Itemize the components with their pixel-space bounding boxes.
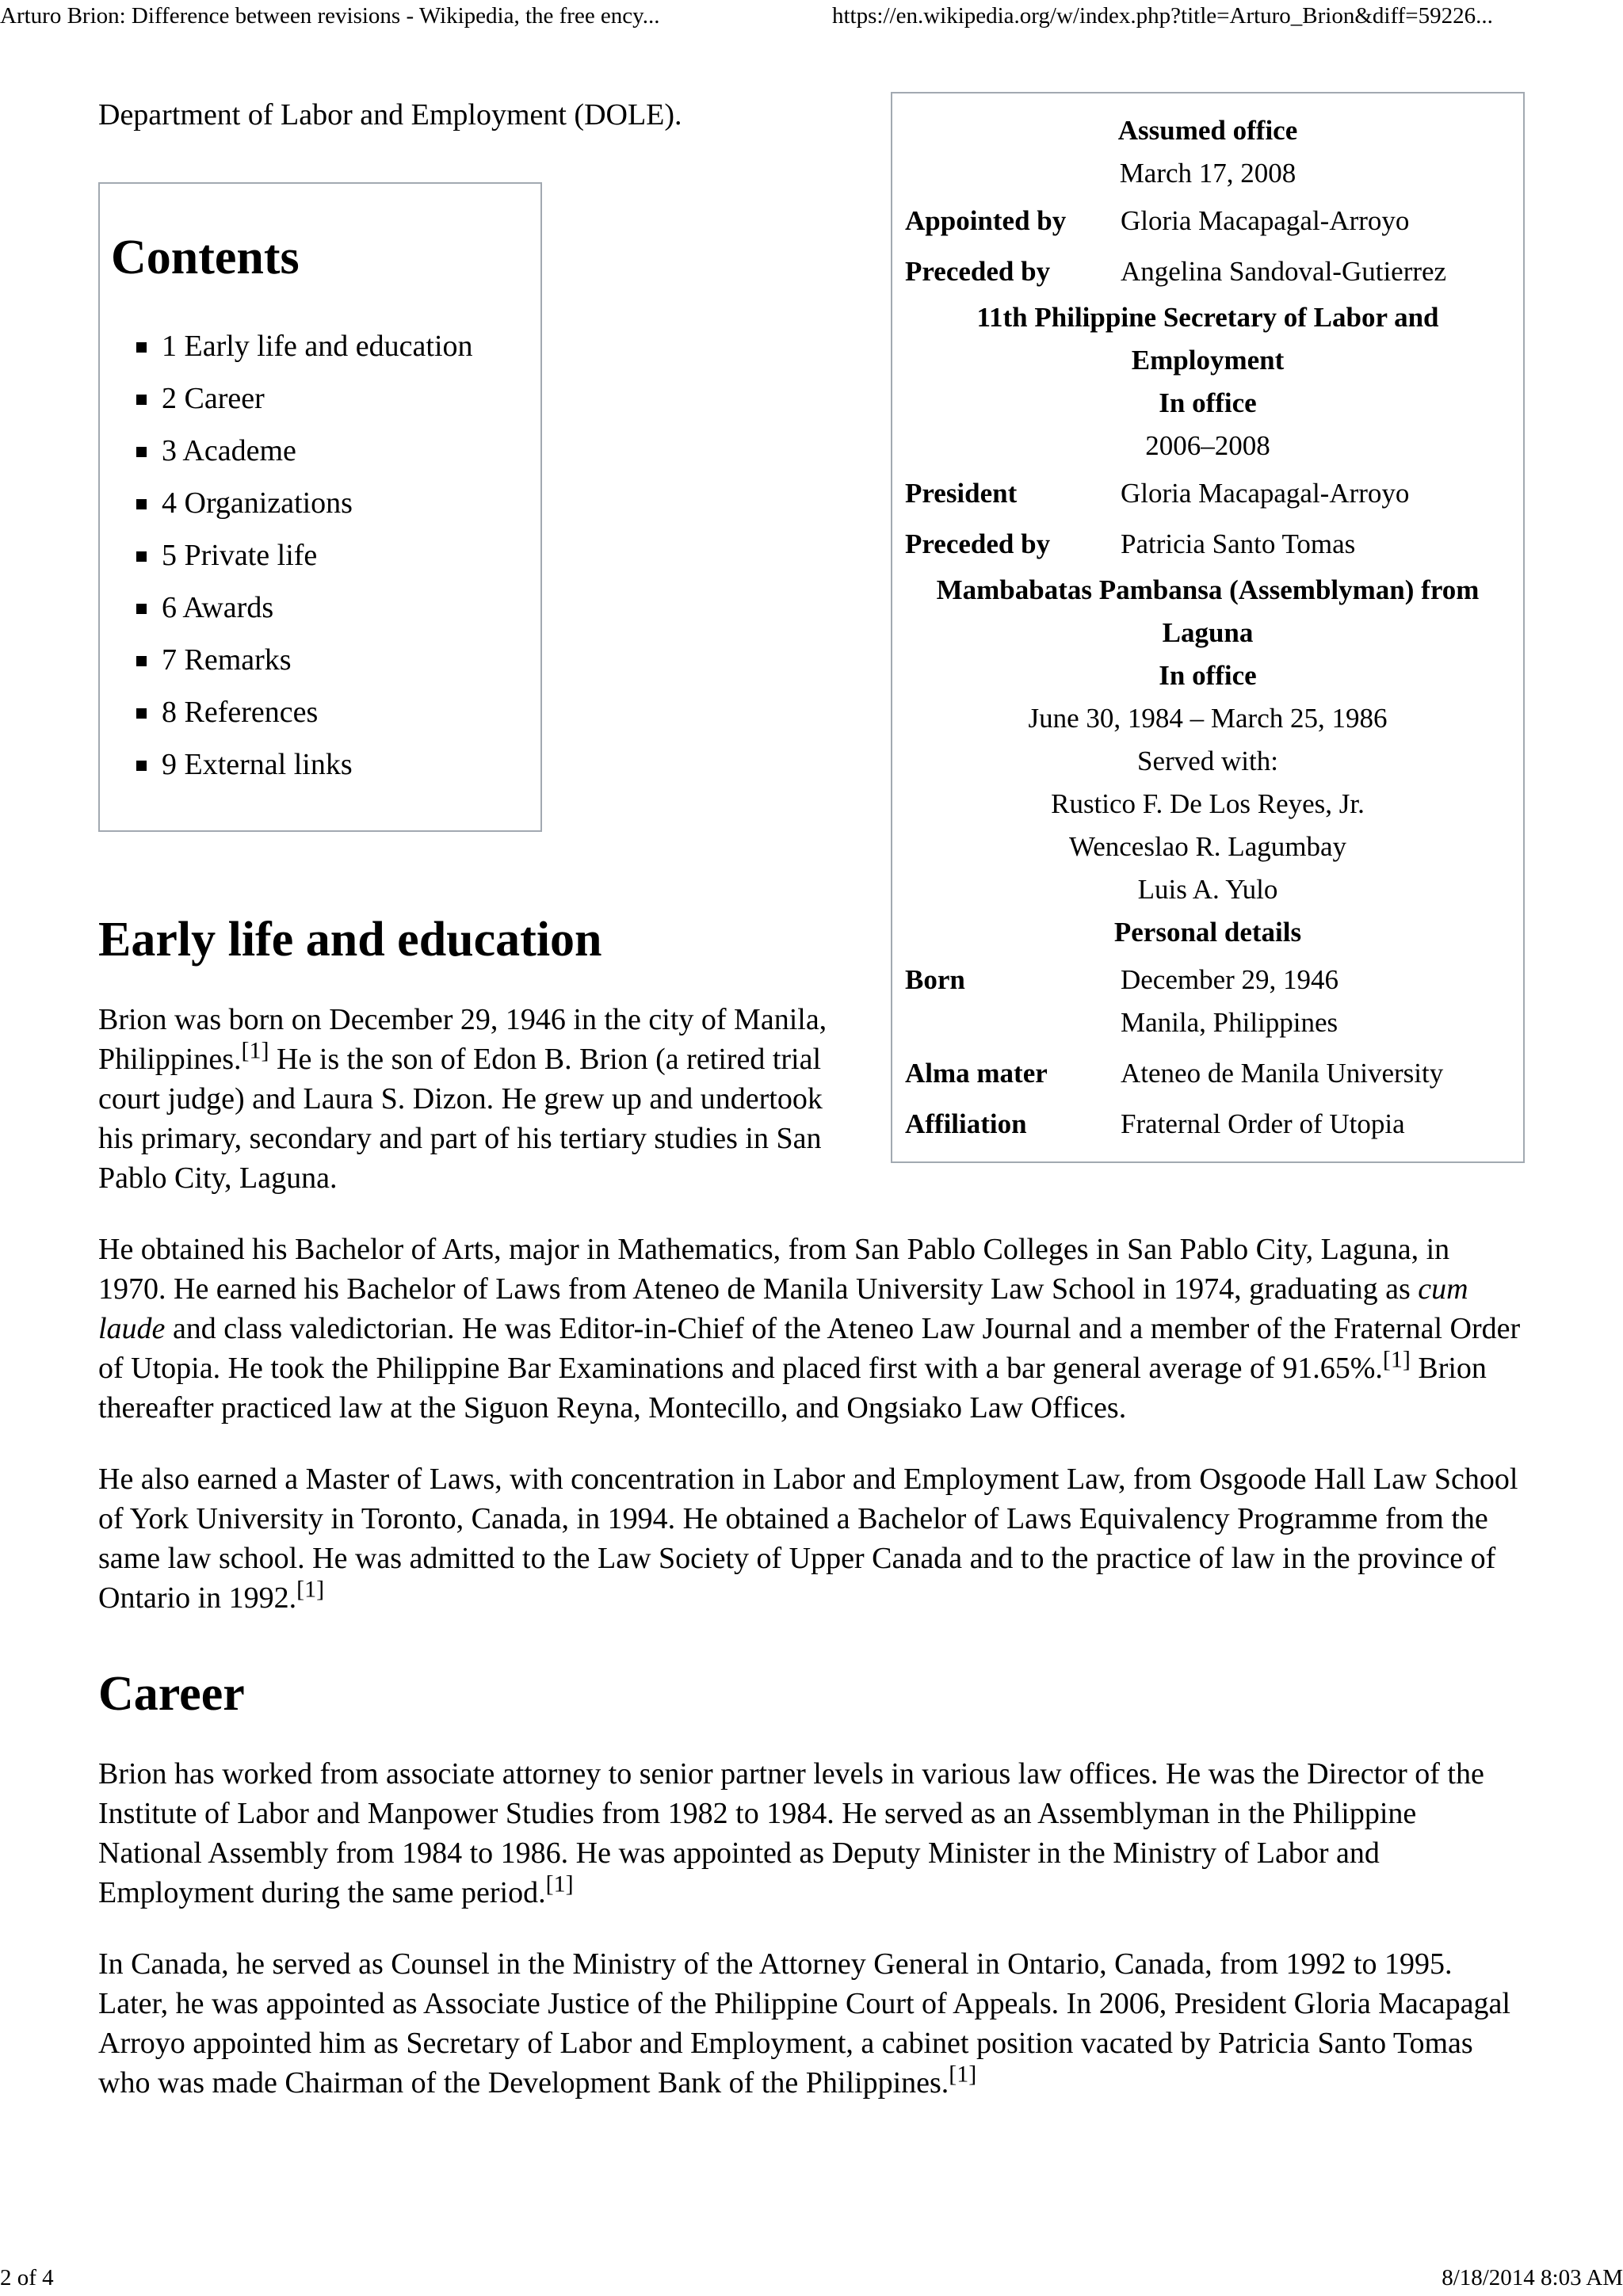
toc-list	[111, 320, 529, 791]
infobox	[891, 92, 1525, 1163]
infobox-preceded-by-label: Preceded by	[905, 528, 1051, 559]
early-life-paragraph-2	[98, 1230, 1525, 1428]
infobox-in-office-dates: 2006–2008	[1145, 430, 1270, 461]
infobox-assumed-office-date: March 17, 2008	[1119, 158, 1296, 189]
print-page-number: 2 of 4	[0, 2265, 54, 2290]
print-header	[0, 0, 1623, 32]
text-run: He is the son of Edon B. Brion (a retired trial court judge) and Laura S. Dizon. He grew up and undertook his primary, secondary and part of his tertiary studies in San Pablo City, Laguna.	[98, 1043, 823, 1195]
infobox-born-label: Born	[905, 964, 965, 995]
section-heading-career: Career	[98, 1667, 245, 1721]
infobox-personal-heading: Personal details	[1113, 917, 1302, 948]
infobox-preceded-by-link[interactable]: Angelina Sandoval-Gutierrez	[1121, 256, 1447, 287]
toc-item[interactable]: 6 Awards	[162, 582, 529, 634]
reference-link[interactable]: [1]	[545, 1871, 574, 1897]
reference-link[interactable]: [1]	[241, 1037, 269, 1064]
infobox-alma-mater-label: Alma mater	[905, 1058, 1048, 1089]
career-paragraph-2	[98, 1944, 1525, 2103]
reference-link[interactable]: [1]	[1382, 1346, 1411, 1373]
text-run: and class valedictorian. He was Editor-in-Chief of the Ateneo Law Journal and a member of the Fraternal Order of Utopia. He took the Philippine Bar Examinations and placed first with a bar general average of 91.65%.	[98, 1312, 1521, 1385]
text-run: He obtained his Bachelor of Arts, major in Mathematics, from San Pablo Colleges in San Pablo City, Laguna, in 1970. He earned his Bachelor of Laws from Ateneo de Manila University Law School in 1974, graduating as	[98, 1233, 1450, 1306]
career-paragraph-1	[98, 1754, 1525, 1913]
infobox-appointed-by-link[interactable]: Gloria Macapagal-Arroyo	[1121, 205, 1410, 236]
print-page-title: Arturo Brion: Difference between revisions - Wikipedia, the free ency...	[0, 3, 660, 29]
toc-item[interactable]: 4 Organizations	[162, 477, 529, 529]
text-run: Brion has worked from associate attorney to senior partner levels in various law offices. He was the Director of the Institute of Labor and Manpower Studies from 1982 to 1984. He served as an Assemblyman in the Philippine National Assembly from 1984 to 1986. He was appointed as Deputy Minister in the Ministry of Labor and Employment during the same period.	[98, 1757, 1484, 1909]
infobox-born-place-link[interactable]: Manila, Philippines	[1121, 1007, 1338, 1038]
print-url: https://en.wikipedia.org/w/index.php?title=Arturo_Brion&diff=59226...	[832, 3, 1493, 29]
infobox-assembly-heading[interactable]: Mambabatas Pambansa (Assemblyman) from Laguna	[936, 574, 1480, 648]
infobox-born-value	[1121, 954, 1510, 1047]
infobox-served-with-link[interactable]: Luis A. Yulo	[1137, 874, 1278, 905]
toc-item[interactable]: 3 Academe	[162, 425, 529, 477]
infobox-born-date: December 29, 1946	[1121, 964, 1339, 995]
infobox-served-with-link[interactable]: Rustico F. De Los Reyes, Jr.	[1051, 788, 1365, 819]
infobox-in-office-dates: June 30, 1984 – March 25, 1986	[1028, 703, 1388, 734]
infobox-president-link[interactable]: Gloria Macapagal-Arroyo	[1121, 478, 1410, 509]
infobox-affiliation-label: Affiliation	[905, 1108, 1027, 1139]
table-of-contents	[98, 182, 542, 832]
reference-link[interactable]: [1]	[949, 2061, 977, 2088]
text-run: Brion thereafter practiced law at the Siguon Reyna, Montecillo, and Ongsiako Law Offices.	[98, 1352, 1487, 1425]
early-life-paragraph-3	[98, 1459, 1525, 1618]
infobox-president-label: President	[905, 478, 1018, 509]
infobox-served-with-link[interactable]: Wenceslao R. Lagumbay	[1069, 831, 1346, 862]
reference-link[interactable]: [1]	[296, 1576, 325, 1603]
print-footer	[0, 2262, 1623, 2294]
infobox-in-office-label: In office	[1159, 387, 1257, 418]
toc-item[interactable]: 2 Career	[162, 372, 529, 425]
infobox-preceded-by-link[interactable]: Patricia Santo Tomas	[1121, 528, 1356, 559]
infobox-appointed-by-label: Appointed by	[905, 205, 1067, 236]
toc-item[interactable]: 8 References	[162, 686, 529, 738]
print-timestamp: 8/18/2014 8:03 AM	[1442, 2265, 1623, 2290]
infobox-table	[905, 109, 1510, 1149]
toc-item[interactable]: 9 External links	[162, 738, 529, 791]
toc-item[interactable]: 5 Private life	[162, 529, 529, 582]
text-run: He also earned a Master of Laws, with concentration in Labor and Employment Law, from Osgoode Hall Law School of York University in Toronto, Canada, in 1994. He obtained a Bachelor of Laws Equivalency Programme from the same law school. He was admitted to the Law Society of Upper Canada and to the practice of law in the province of Ontario in 1992.	[98, 1463, 1518, 1615]
infobox-preceded-by-label: Preceded by	[905, 256, 1051, 287]
toc-title: Contents	[111, 231, 300, 284]
infobox-in-office-label: In office	[1159, 660, 1257, 691]
section-heading-early-life: Early life and education	[98, 913, 602, 967]
toc-item[interactable]: 7 Remarks	[162, 634, 529, 686]
article-content	[98, 95, 1525, 2134]
text-emphasis: cum laude	[98, 1272, 1468, 1345]
infobox-served-with-label: Served with:	[1137, 746, 1278, 776]
toc-item[interactable]: 1 Early life and education	[162, 320, 529, 372]
intro-tail: Department of Labor and Employment (DOLE).	[98, 98, 682, 132]
text-run: Brion was born on December 29, 1946 in the city of Manila, Philippines.	[98, 1003, 827, 1076]
infobox-affiliation-link[interactable]: Fraternal Order of Utopia	[1121, 1108, 1405, 1139]
infobox-sec-labor-heading[interactable]: 11th Philippine Secretary of Labor and Employment	[976, 302, 1439, 376]
text-run: In Canada, he served as Counsel in the Ministry of the Attorney General in Ontario, Canada, from 1992 to 1995. Later, he was appointed as Associate Justice of the Philippine Court of Appeals. In 2006, President Gloria Macapagal Arroyo appointed him as Secretary of Labor and Employment, a cabinet position vacated by Patricia Santo Tomas who was made Chairman of the Development Bank of the Philippines.	[98, 1947, 1510, 2100]
infobox-alma-mater-link[interactable]: Ateneo de Manila University	[1121, 1058, 1444, 1089]
infobox-assumed-office-label: Assumed office	[1117, 115, 1298, 146]
